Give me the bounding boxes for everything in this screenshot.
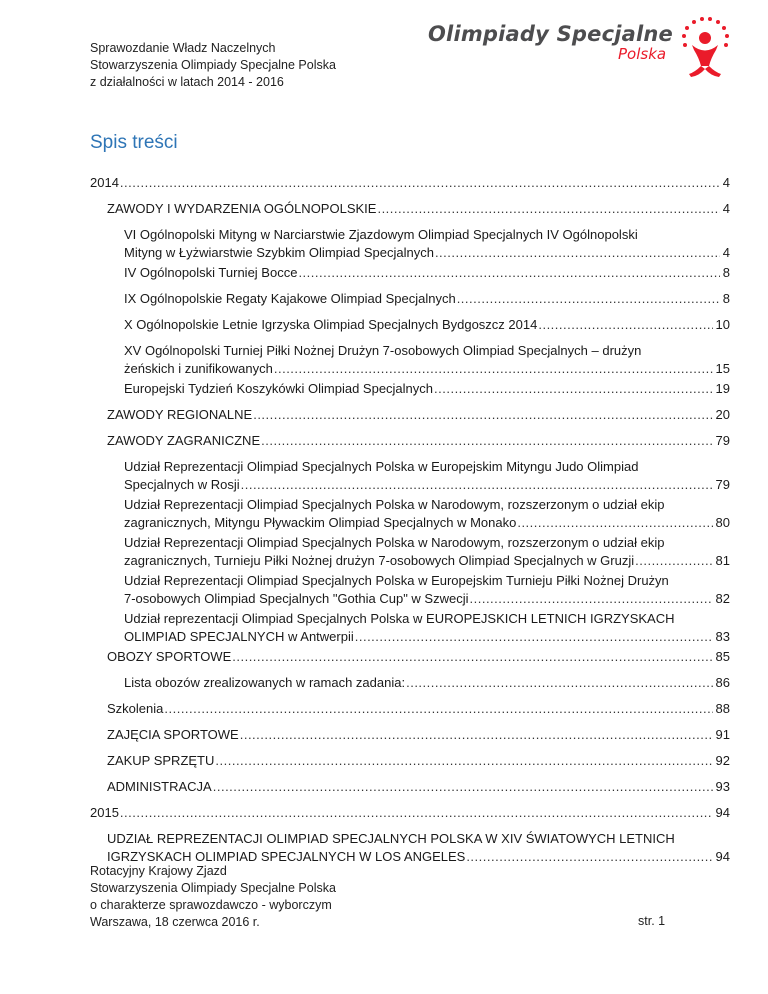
toc-entry[interactable]: [124, 290, 730, 308]
toc-entry-title: żeńskich i zunifikowanych: [124, 361, 273, 376]
toc-entry[interactable]: [124, 316, 730, 334]
toc-dot-leader: [470, 590, 713, 608]
toc-entry[interactable]: [107, 830, 730, 866]
toc-entry-title: IX Ogólnopolskie Regaty Kajakowe Olimpiad Specjalnych: [124, 291, 456, 306]
toc-entry-title: zagranicznych, Mityngu Pływackim Olimpiad Specjalnych w Monako: [124, 515, 517, 530]
toc-page-number: 82: [715, 591, 730, 606]
toc-entry-title: OLIMPIAD SPECJALNYCH w Antwerpii: [124, 629, 354, 644]
toc-entry[interactable]: [90, 804, 730, 822]
toc-entry[interactable]: [107, 700, 730, 718]
toc-entry-title: ZAWODY ZAGRANICZNE: [107, 433, 261, 448]
toc-entry-title: zagranicznych, Turnieju Piłki Nożnej drużyn 7-osobowych Olimpiad Specjalnych w Gruzji: [124, 553, 635, 568]
toc-entry-title: ZAWODY REGIONALNE: [107, 407, 253, 422]
toc-dot-leader: [435, 244, 720, 262]
toc-dot-leader: [232, 648, 712, 666]
toc-entry[interactable]: [107, 778, 730, 796]
toc-entry[interactable]: [107, 726, 730, 744]
toc-entry[interactable]: [107, 432, 730, 450]
toc-entry-title-line: Udział reprezentacji Olimpiad Specjalnych Polska w EUROPEJSKICH LETNICH IGRZYSKACH: [124, 611, 675, 626]
toc-dot-leader: [538, 316, 712, 334]
header-line-2: Stowarzyszenia Olimpiady Specjalne Polska: [90, 58, 336, 72]
toc-entry-title: OBOZY SPORTOWE: [107, 649, 232, 664]
toc-entry-title: Szkolenia: [107, 701, 164, 716]
toc-dot-leader: [635, 552, 712, 570]
toc-dot-leader: [355, 628, 713, 646]
toc-page-number: 4: [722, 245, 730, 260]
toc-entry-title: Europejski Tydzień Koszykówki Olimpiad Specjalnych: [124, 381, 434, 396]
toc-entry-title: 2014: [90, 175, 119, 190]
toc-entry-title: Specjalnych w Rosji: [124, 477, 240, 492]
toc-page-number: 19: [715, 381, 730, 396]
toc-entry-title-line: Udział Reprezentacji Olimpiad Specjalnych Polska w Narodowym, rozszerzonym o udział ekip: [124, 497, 665, 512]
toc-dot-leader: [213, 778, 713, 796]
document-header: [90, 40, 336, 91]
toc-dot-leader: [298, 264, 719, 282]
toc-dot-leader: [253, 406, 712, 424]
logo-title: Olimpiady Specjalne: [428, 22, 673, 46]
toc-page-number: 85: [715, 649, 730, 664]
toc-page-number: 4: [722, 201, 730, 216]
footer-line-1: Rotacyjny Krajowy Zjazd: [90, 864, 227, 878]
toc-entry[interactable]: [124, 458, 730, 494]
toc-entry-title: IV Ogólnopolski Turniej Bocce: [124, 265, 298, 280]
toc-dot-leader: [434, 380, 713, 398]
toc-entry[interactable]: [124, 534, 730, 570]
toc-entry[interactable]: [124, 380, 730, 398]
toc-page-number: 8: [722, 291, 730, 306]
olimpiady-specjalne-logo: [428, 14, 733, 84]
toc-dot-leader: [517, 514, 712, 532]
toc-page-number: 80: [715, 515, 730, 530]
toc-entry[interactable]: [107, 648, 730, 666]
toc-page-number: 81: [715, 553, 730, 568]
toc-entry[interactable]: [124, 342, 730, 378]
toc-dot-leader: [457, 290, 720, 308]
toc-dot-leader: [241, 476, 713, 494]
toc-entry-title: X Ogólnopolskie Letnie Igrzyska Olimpiad Specjalnych Bydgoszcz 2014: [124, 317, 538, 332]
toc-dot-leader: [274, 360, 713, 378]
toc-page-number: 88: [715, 701, 730, 716]
toc-entry[interactable]: [107, 752, 730, 770]
toc-page-number: 15: [715, 361, 730, 376]
toc-entry-title: Mityng w Łyżwiarstwie Szybkim Olimpiad Specjalnych: [124, 245, 434, 260]
toc-entry[interactable]: [107, 406, 730, 424]
toc-entry-title-line: XV Ogólnopolski Turniej Piłki Nożnej Drużyn 7-osobowych Olimpiad Specjalnych – drużyn: [124, 343, 642, 358]
toc-entry-title: ZAJĘCIA SPORTOWE: [107, 727, 239, 742]
footer-line-4: Warszawa, 18 czerwca 2016 r.: [90, 915, 260, 929]
toc-entry-title: 2015: [90, 805, 119, 820]
toc-entry-title-line: UDZIAŁ REPREZENTACJI OLIMPIAD SPECJALNYCH POLSKA W XIV ŚWIATOWYCH LETNICH: [107, 831, 675, 846]
toc-dot-leader: [261, 432, 712, 450]
toc-page-number: 79: [715, 433, 730, 448]
toc-entry[interactable]: [90, 174, 730, 192]
toc-entry[interactable]: [124, 610, 730, 646]
toc-entry-title: Lista obozów zrealizowanych w ramach zadania:: [124, 675, 406, 690]
toc-page-number: 79: [715, 477, 730, 492]
toc-entry-title-line: VI Ogólnopolski Mityng w Narciarstwie Zjazdowym Olimpiad Specjalnych IV Ogólnopolski: [124, 227, 638, 242]
toc-entry-title: IGRZYSKACH OLIMPIAD SPECJALNYCH W LOS ANGELES: [107, 849, 466, 864]
toc-entry[interactable]: [107, 200, 730, 218]
toc-page-number: 4: [722, 175, 730, 190]
toc-page-number: 92: [715, 753, 730, 768]
toc-page-number: 94: [715, 849, 730, 864]
toc-page-number: 93: [715, 779, 730, 794]
document-footer: [90, 863, 336, 931]
toc-page-number: 8: [722, 265, 730, 280]
toc-entry-title: 7-osobowych Olimpiad Specjalnych "Gothia Cup" w Szwecji: [124, 591, 469, 606]
footer-line-2: Stowarzyszenia Olimpiady Specjalne Polska: [90, 881, 336, 895]
toc-page-number: 10: [715, 317, 730, 332]
toc-dot-leader: [466, 848, 712, 866]
toc-entry[interactable]: [124, 674, 730, 692]
toc-dot-leader: [240, 726, 713, 744]
toc-page-number: 86: [715, 675, 730, 690]
toc-entry-title-line: Udział Reprezentacji Olimpiad Specjalnych Polska w Narodowym, rozszerzonym o udział ekip: [124, 535, 665, 550]
header-line-1: Sprawozdanie Władz Naczelnych: [90, 41, 276, 55]
header-line-3: z działalności w latach 2014 - 2016: [90, 75, 284, 89]
footer-line-3: o charakterze sprawozdawczo - wyborczym: [90, 898, 332, 912]
toc-entry[interactable]: [124, 572, 730, 608]
toc-page-number: 94: [715, 805, 730, 820]
toc-entry-title-line: Udział Reprezentacji Olimpiad Specjalnych Polska w Europejskim Turnieju Piłki Nożnej Drużyn: [124, 573, 669, 588]
toc-page-number: 91: [715, 727, 730, 742]
toc-page-number: 20: [715, 407, 730, 422]
toc-entry-title-line: Udział Reprezentacji Olimpiad Specjalnych Polska w Europejskim Mityngu Judo Olimpiad: [124, 459, 639, 474]
special-olympics-figure-icon: [679, 14, 731, 78]
toc-entry-title: ZAKUP SPRZĘTU: [107, 753, 215, 768]
logo-subtitle: Polska: [618, 45, 667, 63]
toc-dot-leader: [120, 804, 713, 822]
toc-title: Spis treści: [90, 132, 178, 153]
toc-dot-leader: [377, 200, 719, 218]
toc-entry[interactable]: [124, 226, 730, 262]
toc-page-number: 83: [715, 629, 730, 644]
toc-entry[interactable]: [124, 264, 730, 282]
toc-entry-title: ADMINISTRACJA: [107, 779, 212, 794]
toc-entry-title: ZAWODY I WYDARZENIA OGÓLNOPOLSKIE: [107, 201, 377, 216]
toc-dot-leader: [406, 674, 712, 692]
toc-entry[interactable]: [124, 496, 730, 532]
toc-dot-leader: [120, 174, 720, 192]
page-number: str. 1: [638, 914, 666, 928]
toc-dot-leader: [215, 752, 712, 770]
toc-dot-leader: [164, 700, 712, 718]
